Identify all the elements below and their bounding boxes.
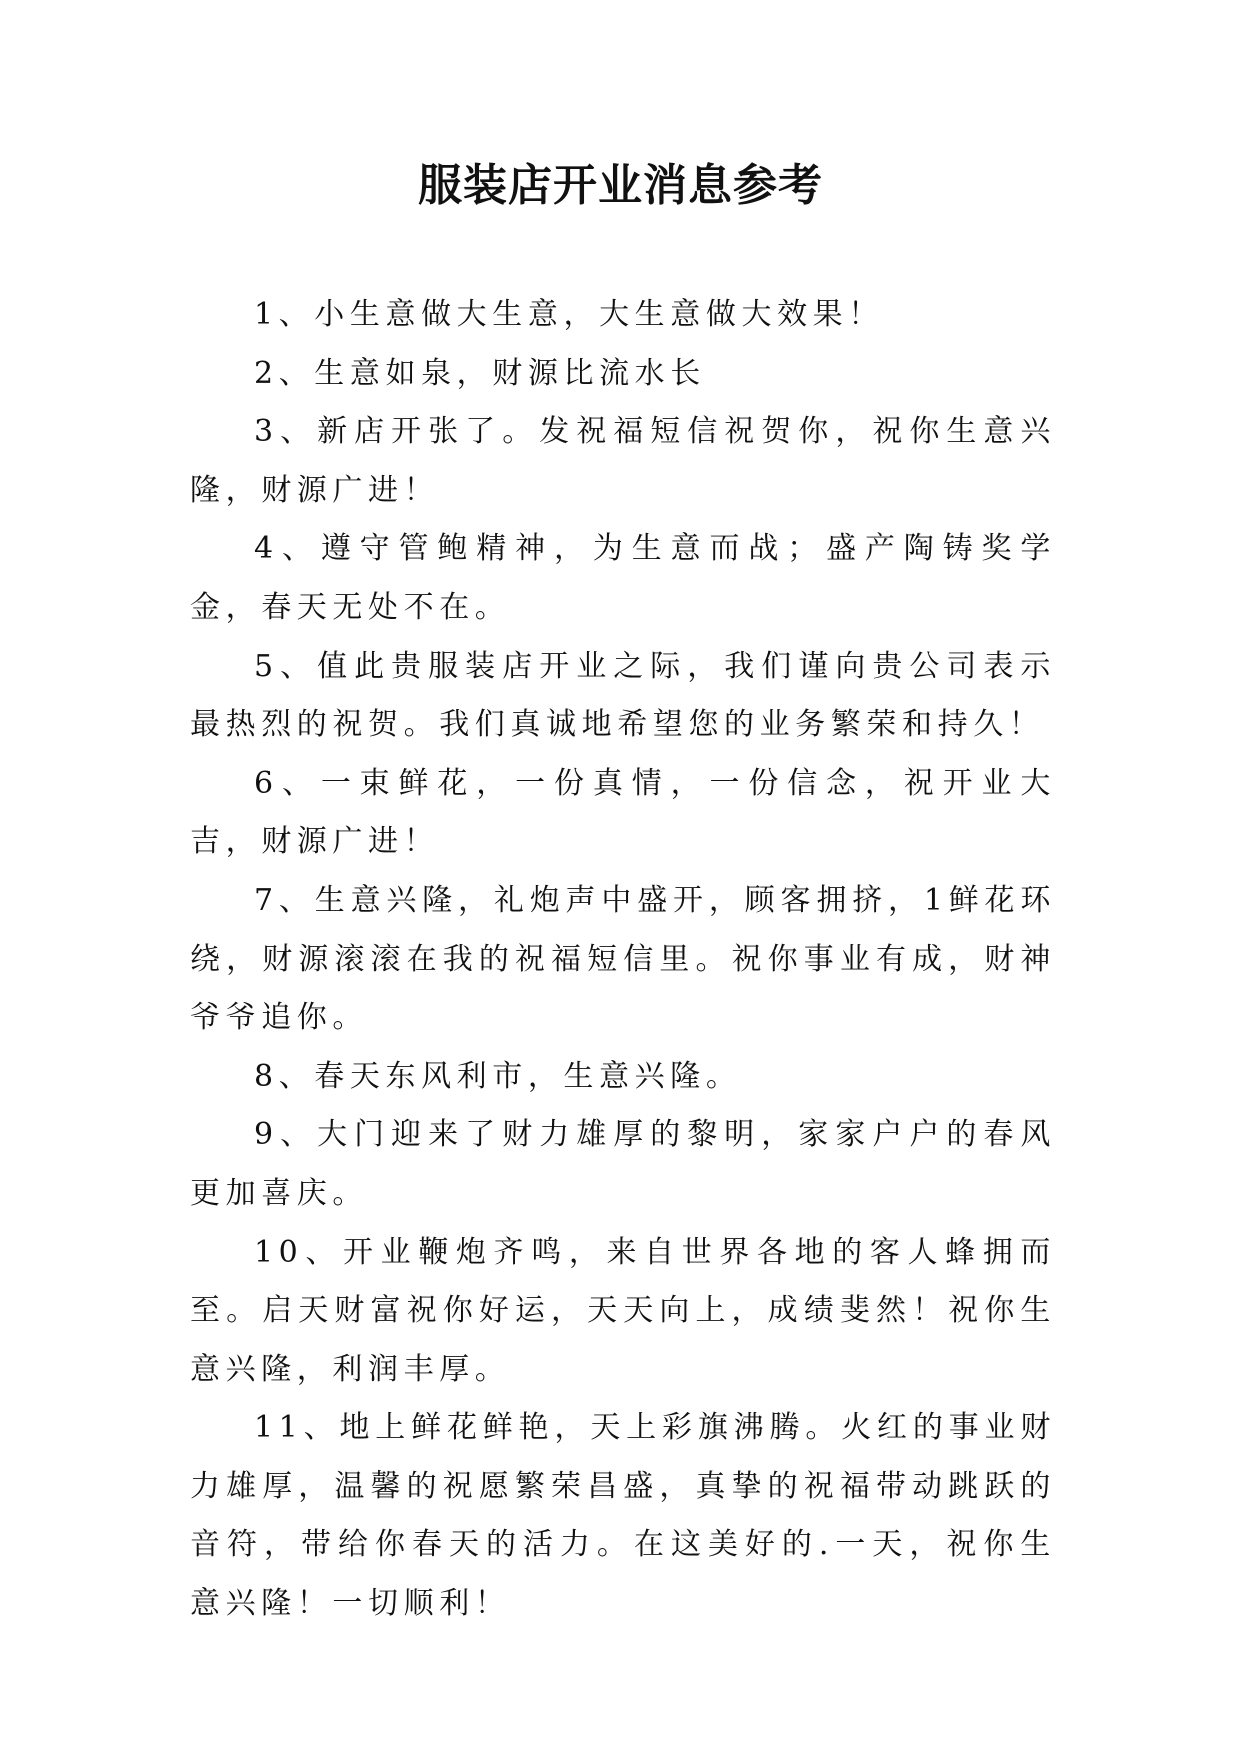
paragraph-4: 4、遵守管鲍精神，为生意而战；盛产陶铸奖学金，春天无处不在。 — [190, 531, 1056, 625]
paragraph-11: 11、地上鲜花鲜艳，天上彩旗沸腾。火红的事业财力雄厚，温馨的祝愿繁荣昌盛，真挚的祝福带动跳跃的音符，带给你春天的活力。在这美好的.一天，祝你生意兴隆！一切顺利！ — [190, 1410, 1056, 1622]
paragraph-6: 6、一束鲜花，一份真情，一份信念，祝开业大吉，财源广进！ — [190, 765, 1056, 860]
paragraph-10: 10、开业鞭炮齐鸣，来自世界各地的客人蜂拥而至。启天财富祝你好运，天天向上，成绩斐然！祝你生意兴隆，利润丰厚。 — [190, 1234, 1056, 1387]
paragraph-8: 8、春天东风利市，生意兴隆。 — [254, 1058, 742, 1094]
paragraph-3: 3、新店开张了。发祝福短信祝贺你，祝你生意兴隆，财源广进！ — [190, 414, 1056, 508]
paragraph-7: 7、生意兴隆，礼炮声中盛开，顾客拥挤，1鲜花环绕，财源滚滚在我的祝福短信里。祝你事业有成，财神爷爷追你。 — [190, 882, 1056, 1036]
document-body — [190, 286, 1056, 1634]
document-title: 服装店开业消息参考 — [418, 160, 823, 211]
paragraph-1: 1、小生意做大生意，大生意做大效果！ — [254, 297, 884, 332]
paragraph-9: 9、大门迎来了财力雄厚的黎明，家家户户的春风更加喜庆。 — [190, 1117, 1056, 1211]
paragraph-2: 2、生意如泉，财源比流水长 — [254, 355, 706, 391]
paragraph-5: 5、值此贵服装店开业之际，我们谨向贵公司表示最热烈的祝贺。我们真诚地希望您的业务繁荣和持久！ — [190, 648, 1056, 743]
